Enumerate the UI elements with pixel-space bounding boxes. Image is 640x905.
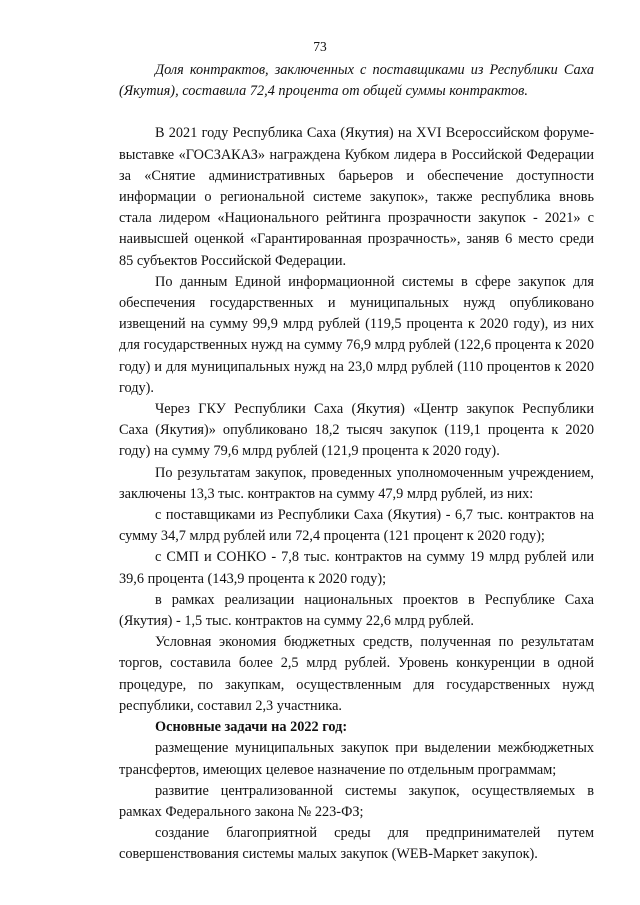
task-item-centralized-system: развитие централизованной системы закупок, осуществляемых в рамках Федерального закона № 223-ФЗ; [119,782,594,820]
list-item-smp-sonko: с СМП и СОНКО - 7,8 тыс. контрактов на сумму 19 млрд рублей или 39,6 процента (143,9 процента к 2020 году); [119,549,594,587]
list-item-local-suppliers: с поставщиками из Республики Саха (Якутия) - 6,7 тыс. контрактов на сумму 34,7 млрд рублей или 72,4 процента (121 процент к 2020 году); [119,507,594,545]
list-item-national-projects: в рамках реализации национальных проектов в Республике Саха (Якутия) - 1,5 тыс. контрактов на сумму 22,6 млрд рублей. [119,591,594,630]
paragraph-budget-savings: Условная экономия бюджетных средств, полученная по результатам торгов, составила более 2,5 млрд рублей. Уровень конкуренции в одной процедуре, по закупкам, осуществленным для государственных нужд республики, составил 2,3 участника. [119,634,594,714]
paragraph-goszakaz-award: В 2021 году Республика Саха (Якутия) на XVI Всероссийском форуме-выставке «ГОСЗАКАЗ» награждена Кубком лидера в Российской Федерации за «Снятие административных барьеров и обеспечение доступности информации о региональной системе закупок», также республика вновь стала лидером «Национального рейтинга прозрачности закупок - 2021» с наивысшей оценкой «Гарантированная прозрачность», заняв 6 место среди 85 субъектов Российской Федерации. [119,125,594,269]
page-number: 73 [313,39,327,54]
paragraph-procurement-center: Через ГКУ Республики Саха (Якутия) «Центр закупок Республики Саха (Якутия)» опубликовано 18,2 тысяч закупок (119,1 процента к 2020 году) на сумму 79,6 млрд рублей (121,9 процента к 2020 году). [119,401,594,460]
document-body [119,60,594,866]
paragraph-eis-notices: По данным Единой информационной системы в сфере закупок для обеспечения государственных и муниципальных нужд опубликовано извещений на сумму 99,9 млрд рублей (119,5 процента к 2020 году), из них для государственных нужд на сумму 76,9 млрд рублей (122,6 процента к 2020 году) и для муниципальных нужд на 23,0 млрд рублей (110 процентов к 2020 году). [119,273,594,396]
task-item-web-market: создание благоприятной среды для предпринимателей путем совершенствования системы малых закупок (WEB-Маркет закупок). [119,825,594,863]
tasks-heading: Основные задачи на 2022 год: [155,719,348,736]
task-item-municipal-procurement: размещение муниципальных закупок при выделении межбюджетных трансфертов, имеющих целевое назначение по отдельным программам; [119,740,594,778]
paragraph-contracts-total: По результатам закупок, проведенных уполномоченным учреждением, заключены 13,3 тыс. контрактов на сумму 47,9 млрд рублей, из них: [119,464,594,502]
intro-paragraph: Доля контрактов, заключенных с поставщиками из Республики Саха (Якутия), составила 72,4 процента от общей суммы контрактов. [119,62,594,100]
